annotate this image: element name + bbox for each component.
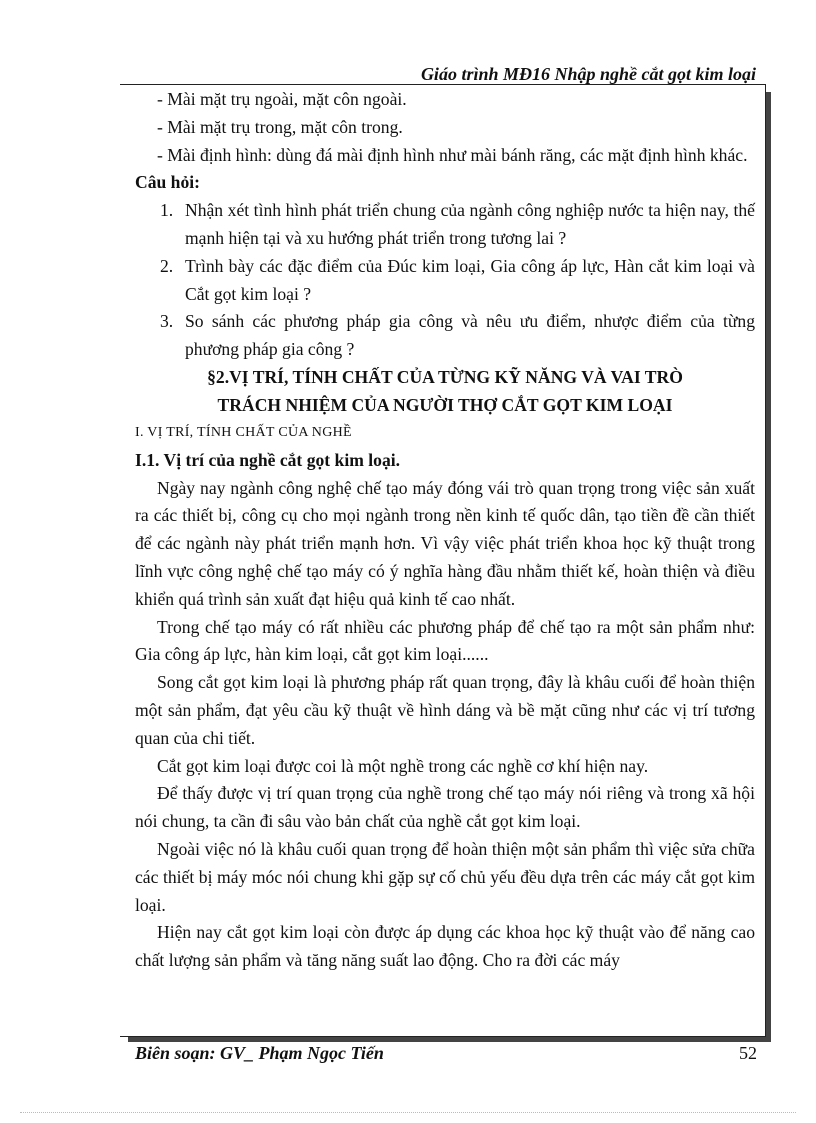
question-number: 3. [160,311,174,332]
running-header: Giáo trình MĐ16 Nhập nghề cắt gọt kim loại [420,64,756,84]
question-item [135,253,755,309]
body-paragraph: Trong chế tạo máy có rất nhiều các phương pháp để chế tạo ra một sản phẩm như: Gia công áp lực, hàn kim loại, cắt gọt kim loại...... [135,616,755,665]
footer-author: Biên soạn: GV_ Phạm Ngọc Tiến [135,1043,384,1063]
page-number: 52 [739,1043,757,1063]
question-text: So sánh các phương pháp gia công và nêu ưu điểm, nhược điểm của từng phương pháp gia công ? [185,311,755,360]
question-text: Nhận xét tình hình phát triển chung của ngành công nghiệp nước ta hiện nay, thế mạnh hiện tại và xu hướng phát triển trong tương lai ? [185,200,755,248]
section-title [135,364,755,419]
body-paragraph: Hiện nay cắt gọt kim loại còn được áp dụng các khoa học kỹ thuật vào để năng cao chất lượng sản phẩm và tăng năng suất lao động. Cho ra đời các máy [135,922,755,971]
subsection-title: I.1. Vị trí của nghề cắt gọt kim loại. [135,449,401,470]
question-item [135,197,755,253]
body-paragraph: Ngoài việc nó là khâu cuối quan trọng để hoàn thiện một sản phẩm thì việc sửa chữa các thiết bị máy móc nói chung khi gặp sự cố chủ yếu đều dựa trên các máy cắt gọt kim loại. [135,838,755,915]
page-content [135,86,755,975]
bullet-item: - Mài mặt trụ ngoài, mặt côn ngoài. [157,89,407,109]
questions-list [135,197,755,364]
body-paragraph: Song cắt gọt kim loại là phương pháp rất quan trọng, đây là khâu cuối để hoàn thiện một sản phẩm, đạt yêu cầu kỹ thuật về hình dáng và bề mặt cũng như các vị trí tương quan của chi tiết. [135,672,755,748]
section-title-line2: TRÁCH NHIỆM CỦA NGƯỜI THỢ CẮT GỌT KIM LOẠI [217,394,673,415]
body-paragraph: Cắt gọt kim loại được coi là một nghề trong các nghề cơ khí hiện nay. [157,755,649,776]
body-paragraph: Để thấy được vị trí quan trọng của nghề trong chế tạo máy nói riêng và trong xã hội nói chung, ta cần đi sâu vào bản chất của nghề cắt gọt kim loại. [135,783,755,832]
question-number: 2. [160,255,174,276]
subsection-heading: I. VỊ TRÍ, TÍNH CHẤT CỦA NGHỀ [135,425,352,441]
page-shadow-bottom [128,1037,771,1042]
section-title-line1: §2.VỊ TRÍ, TÍNH CHẤT CỦA TỪNG KỸ NĂNG VÀ VAI TRÒ [207,366,683,387]
question-item [135,308,755,364]
page-shadow-right [766,92,771,1042]
page-footer [135,1043,757,1064]
body-paragraph: Ngày nay ngành công nghệ chế tạo máy đóng vái trò quan trọng trong việc sản xuất ra các thiết bị, công cụ cho mọi ngành trong nền kinh tế quốc dân, tạo tiền đề cần thiết để các ngành này phát triển mạnh hơn. Vì vậy việc phát triển khoa học kỹ thuật trong lĩnh vực công nghệ chế tạo máy có ý nghĩa hàng đầu nhằm thiết kế, hoàn thiện và điều khiển quá trình sản xuất đạt hiệu quả kinh tế cao nhất. [135,477,755,609]
page-break-divider [20,1112,796,1113]
question-text: Trình bày các đặc điểm của Đúc kim loại, Gia công áp lực, Hàn cắt kim loại và Cắt gọt kim loại ? [185,255,755,304]
question-number: 1. [160,200,174,221]
bullet-item: - Mài định hình: dùng đá mài định hình như mài bánh răng, các mặt định hình khác. [157,144,748,165]
questions-label: Câu hỏi: [135,172,201,193]
bullet-item: - Mài mặt trụ trong, mặt côn trong. [157,116,403,137]
